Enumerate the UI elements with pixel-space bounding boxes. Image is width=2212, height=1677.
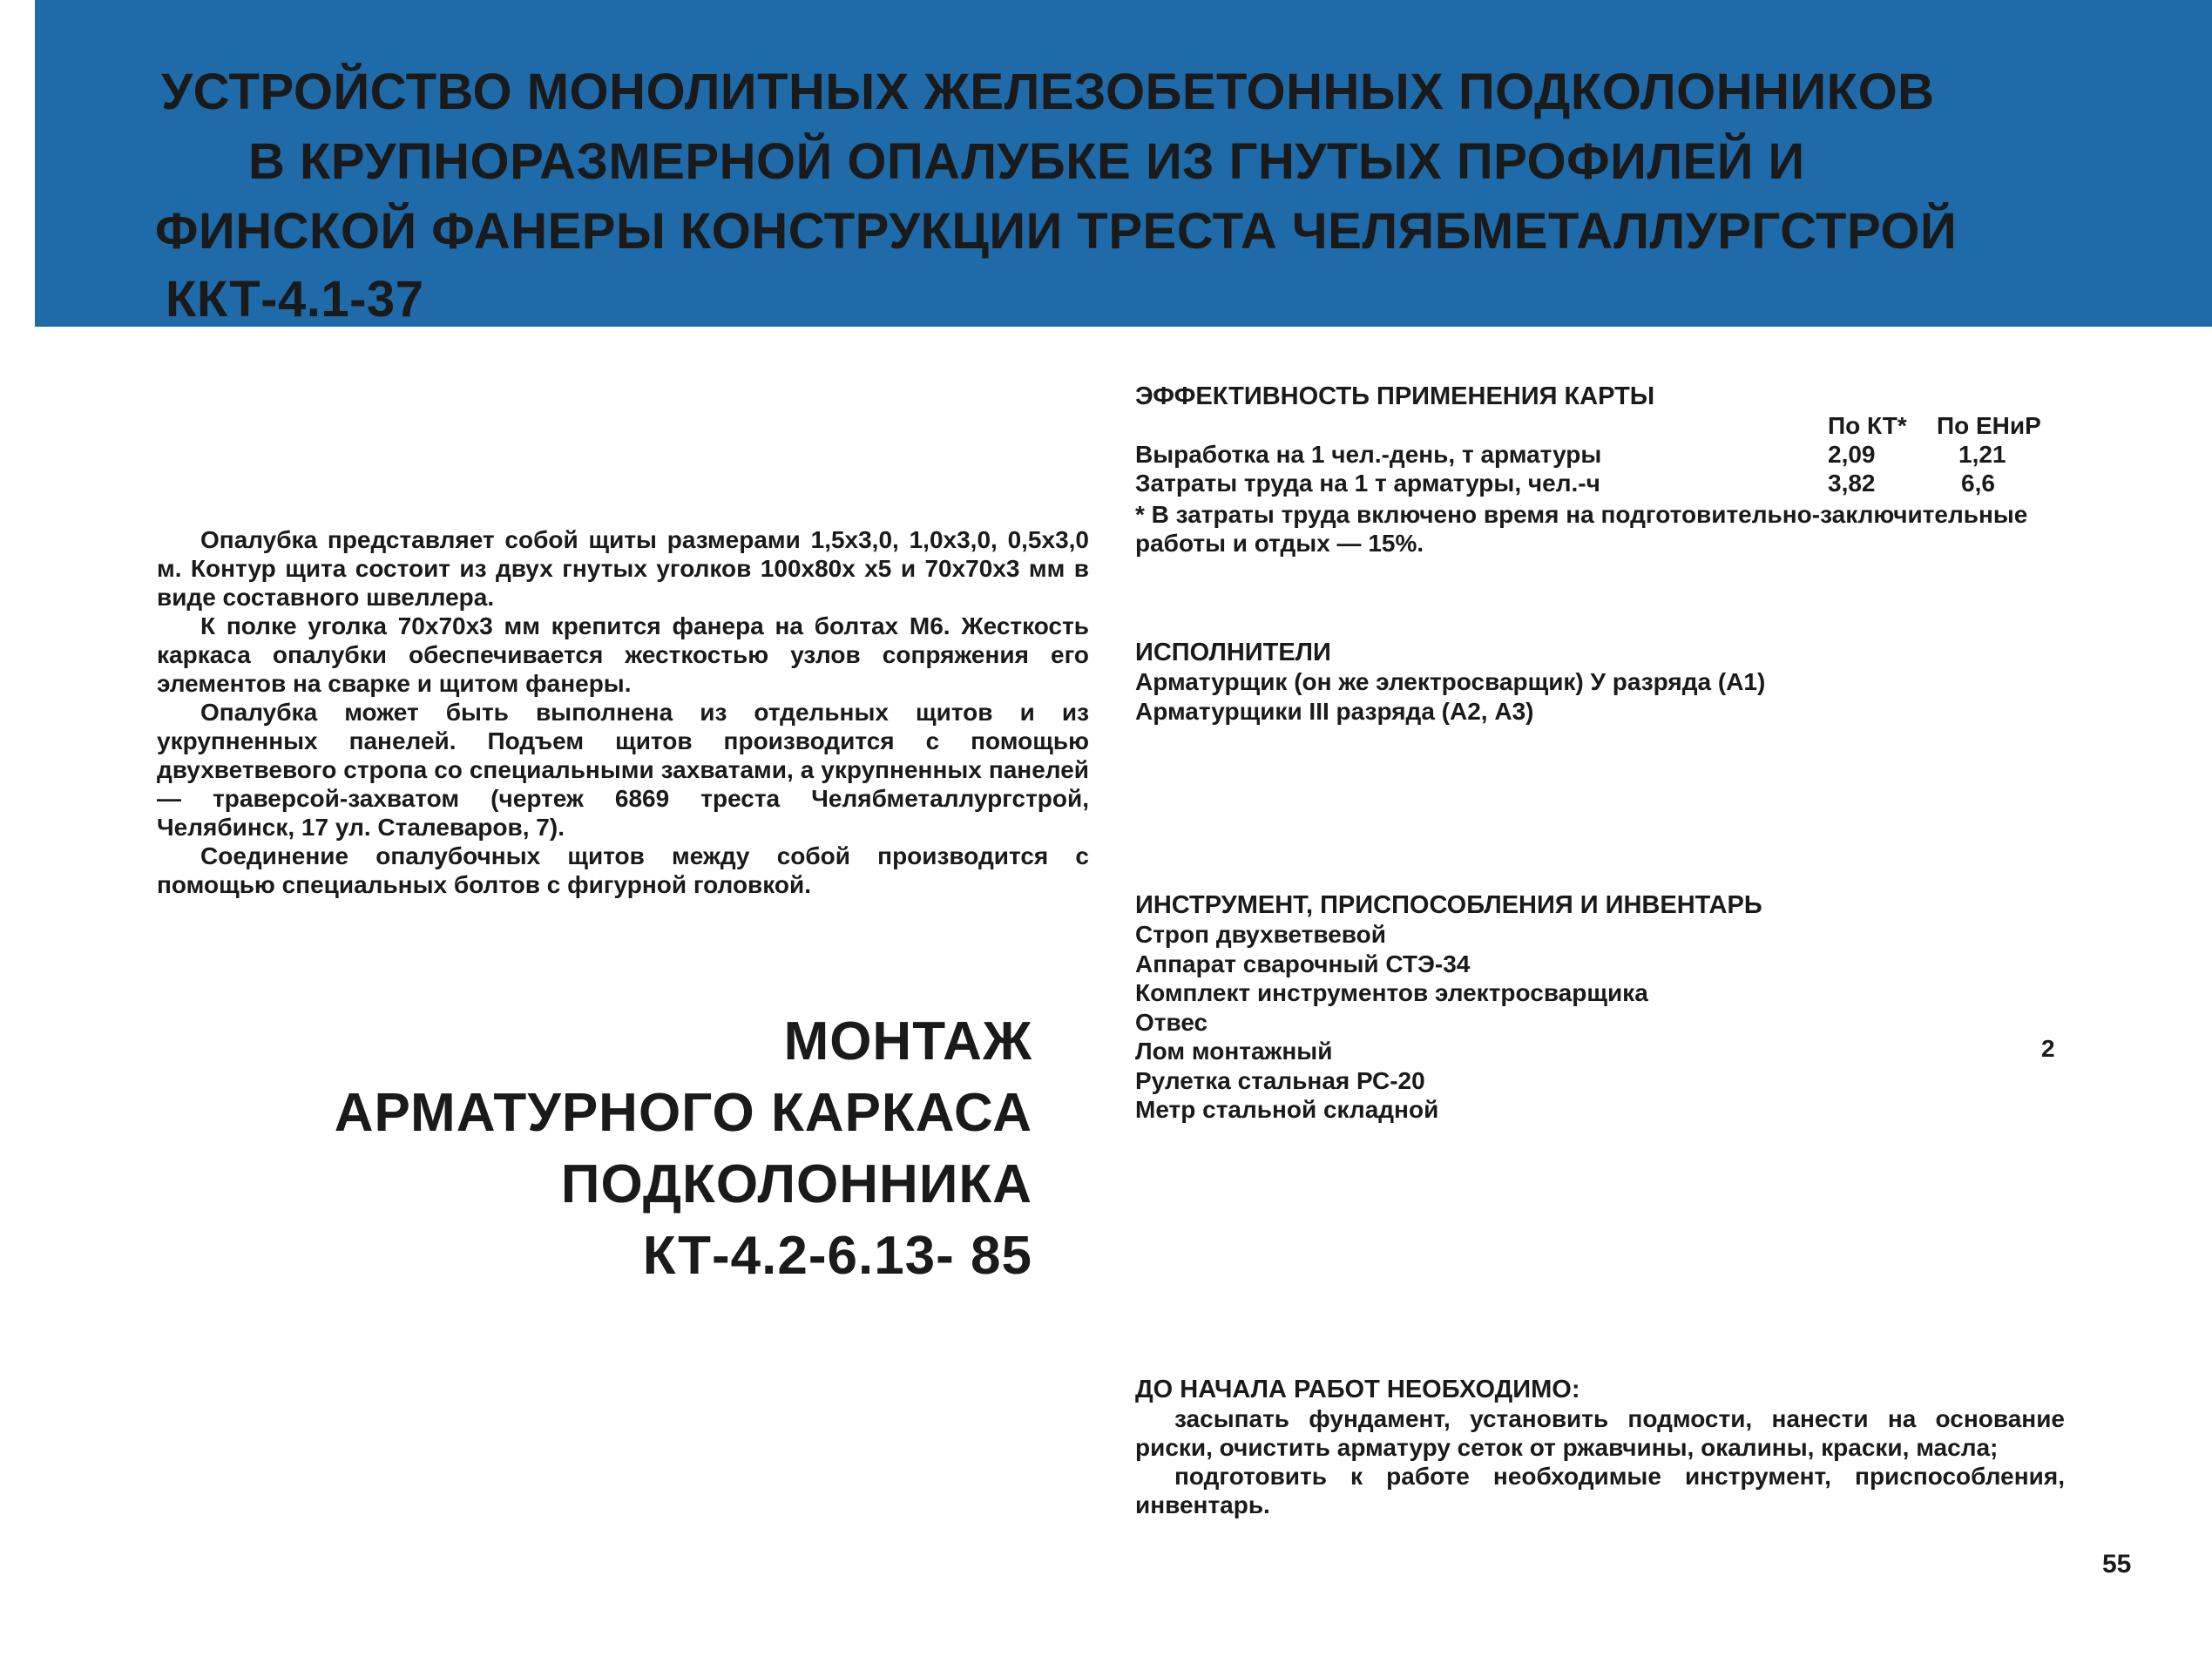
- banner-title-line-1: УСТРОЙСТВО МОНОЛИТНЫХ ЖЕЛЕЗОБЕТОННЫХ ПОДКОЛОННИКОВ: [161, 64, 1935, 120]
- card-title: [261, 1006, 1032, 1292]
- list-item: Комплект инструментов электросварщика: [1135, 979, 1648, 1006]
- list-item: Арматурщик (он же электросварщик) У разряда (А1): [1135, 668, 1766, 695]
- crowbar-quantity: 2: [2041, 1035, 2055, 1062]
- efficiency-footnote: * В затраты труда включено время на подготовительно-заключительные работы и отдых — 15%.: [1135, 501, 2028, 557]
- before-work-heading: ДО НАЧАЛА РАБОТ НЕОБХОДИМО:: [1135, 1376, 1580, 1403]
- banner-title-line-2: В КРУПНОРАЗМЕРНОЙ ОПАЛУБКЕ ИЗ ГНУТЫХ ПРОФИЛЕЙ И: [248, 133, 1805, 190]
- list-item: Лом монтажный: [1135, 1038, 1333, 1065]
- efficiency-header-row: [1135, 412, 2063, 441]
- row-value-kt: 3,82: [1828, 470, 1876, 497]
- intro-paragraph: Опалубка представляет собой щиты размерами 1,5х3,0, 1,0х3,0, 0,5х3,0 м. Контур щита состоит из двух гнутых уголков 100х80х х5 и 70х70х3 мм в виде составного швеллера.: [157, 526, 1089, 611]
- before-work-section: [1135, 1375, 2065, 1519]
- list-item: Метр стальной складной: [1135, 1096, 1439, 1123]
- intro-text: [157, 525, 1089, 899]
- tools-section: [1135, 890, 2067, 1125]
- efficiency-heading: ЭФФЕКТИВНОСТЬ ПРИМЕНЕНИЯ КАРТЫ: [1135, 382, 1655, 410]
- list-item: Аппарат сварочный СТЭ-34: [1135, 950, 1471, 977]
- column-header-kt: По КТ*: [1828, 412, 1907, 439]
- row-value-kt: 2,09: [1828, 441, 1876, 468]
- performers-section: [1135, 638, 2067, 726]
- row-value-enir: 1,21: [1958, 441, 2006, 468]
- row-label: Выработка на 1 чел.-день, т арматуры: [1135, 441, 1602, 468]
- banner-title-line-3: ФИНСКОЙ ФАНЕРЫ КОНСТРУКЦИИ ТРЕСТА ЧЕЛЯБМЕТАЛЛУРГСТРОЙ: [155, 203, 1958, 260]
- column-header-enir: По ЕНиР: [1937, 412, 2041, 439]
- list-item: Рулетка стальная РС-20: [1135, 1066, 1425, 1094]
- before-work-paragraph: засыпать фундамент, установить подмости, нанести на основание риски, очистить арматуру сеток от ржавчины, окалины, краски, масла;: [1135, 1405, 2065, 1461]
- before-work-paragraph: подготовить к работе необходимые инструмент, приспособления, инвентарь.: [1135, 1463, 2065, 1518]
- row-value-enir: 6,6: [1961, 470, 1995, 497]
- intro-paragraph: Соединение опалубочных щитов между собой производится с помощью специальных болтов с фигурной головкой.: [157, 842, 1089, 898]
- list-item: Отвес: [1135, 1008, 1208, 1036]
- banner-code: ККТ-4.1-37: [166, 271, 424, 328]
- tools-heading: ИНСТРУМЕНТ, ПРИСПОСОБЛЕНИЯ И ИНВЕНТАРЬ: [1135, 891, 1762, 919]
- table-row: [1135, 470, 2063, 498]
- card-title-line-2: АРМАТУРНОГО КАРКАСА: [334, 1083, 1032, 1143]
- efficiency-table: [1135, 412, 2063, 558]
- page-number: 55: [2102, 1550, 2132, 1579]
- table-row: [1135, 441, 2063, 470]
- intro-paragraph: Опалубка может быть выполнена из отдельных щитов и из укрупненных панелей. Подъем щитов производится с помощью двухветвевого стропа со специальными захватами, а укрупненных панелей — траверсой-захватом (чертеж 6869 треста Челябметаллургстрой, Челябинск, 17 ул. Сталеваров, 7).: [157, 699, 1089, 841]
- card-code: КТ-4.2-6.13- 85: [642, 1226, 1032, 1286]
- card-title-line-3: ПОДКОЛОННИКА: [560, 1154, 1032, 1214]
- card-title-line-1: МОНТАЖ: [783, 1011, 1032, 1072]
- row-label: Затраты труда на 1 т арматуры, чел.-ч: [1135, 470, 1600, 497]
- intro-paragraph: К полке уголка 70х70х3 мм крепится фанера на болтах М6. Жесткость каркаса опалубки обеспечивается жесткостью узлов сопряжения его элементов на сварке и щитом фанеры.: [157, 612, 1089, 697]
- list-item: Строп двухветвевой: [1135, 921, 1386, 948]
- performers-heading: ИСПОЛНИТЕЛИ: [1135, 639, 1331, 666]
- list-item: Арматурщики III разряда (А2, А3): [1135, 697, 1534, 725]
